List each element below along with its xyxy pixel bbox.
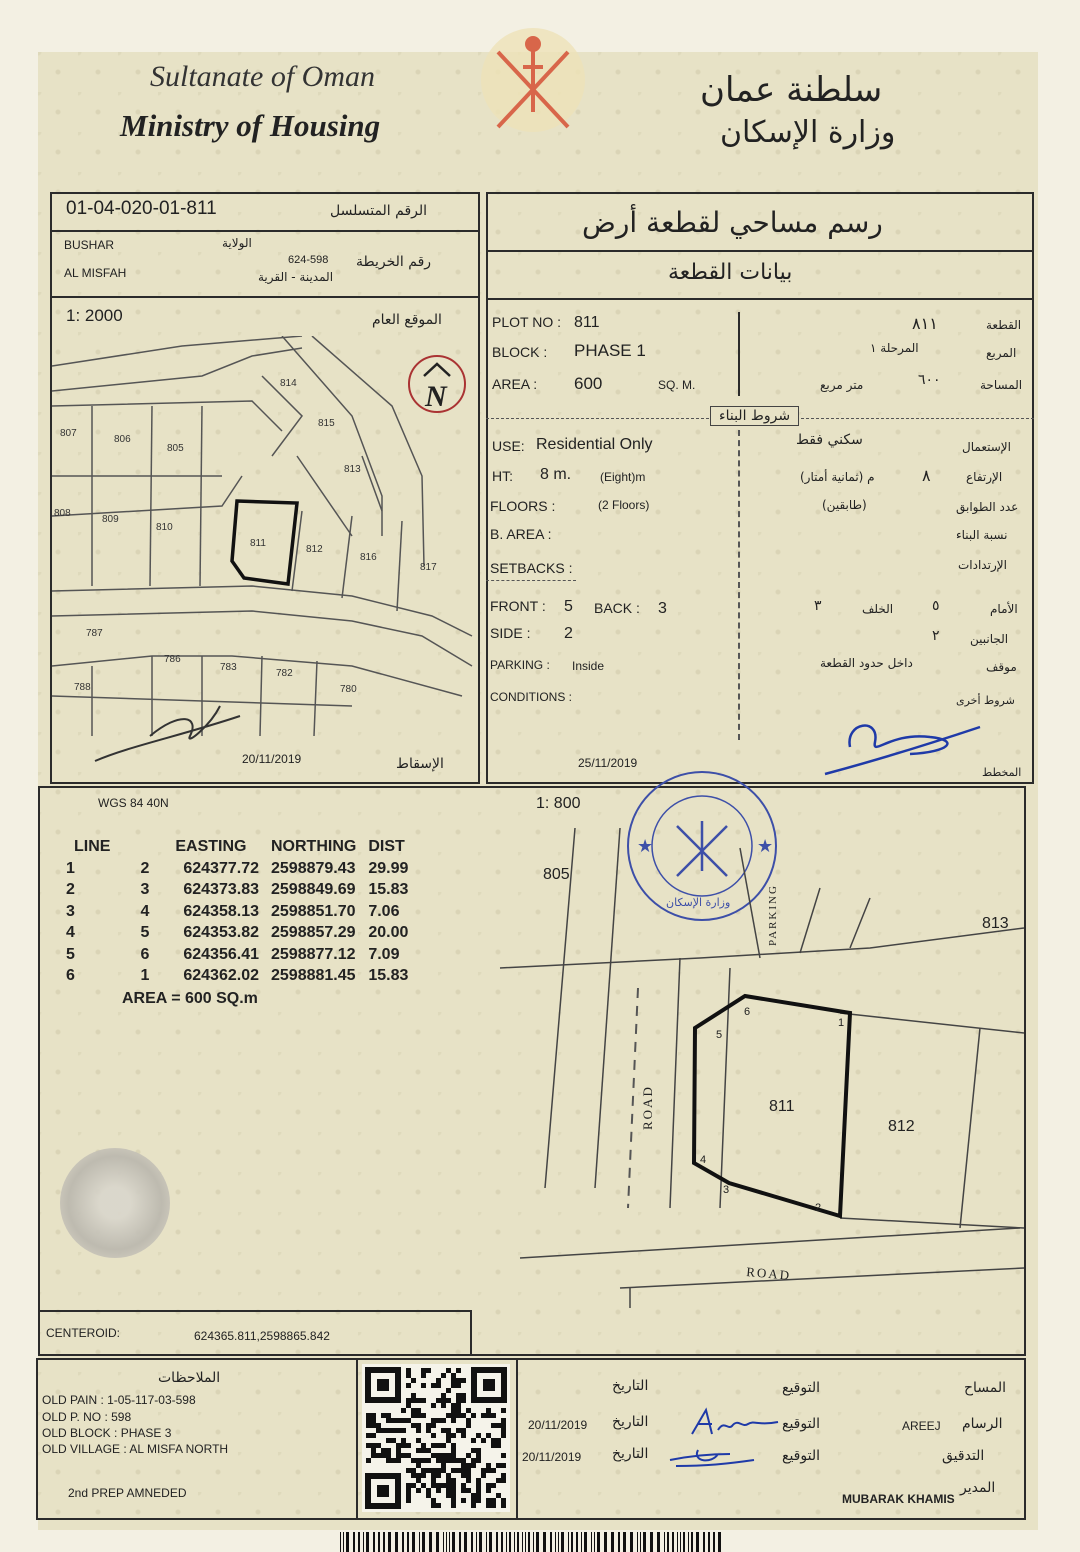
building-area-ar-label: نسبة البناء: [956, 528, 1008, 542]
cell-dist: 15.83: [368, 967, 409, 984]
cell-from: 5: [66, 945, 75, 963]
height-label: HT:: [492, 468, 513, 484]
surveyor-signature-label: التوقيع: [782, 1380, 820, 1396]
village-value: AL MISFAH: [64, 266, 127, 280]
location-plot-label: 816: [360, 552, 377, 563]
front-label: FRONT :: [490, 598, 546, 614]
height-ar: ٨: [922, 466, 931, 485]
location-plot-label: 808: [54, 508, 71, 519]
area-label: AREA :: [492, 376, 538, 392]
header-sultanate: Sultanate of Oman: [150, 60, 375, 93]
parking-value: Inside: [572, 659, 605, 673]
cell-to: 2: [140, 859, 150, 877]
krooki-label: الرقم المتسلسل: [330, 203, 428, 219]
checker-signature-icon: [668, 1440, 758, 1470]
location-plot-label: 788: [74, 682, 91, 693]
cell-dist: 20.00: [368, 924, 409, 941]
cell-to: 1: [140, 967, 150, 984]
area-summary: AREA = 600 SQ.m: [122, 990, 258, 1007]
checker-date-label: التاريخ: [612, 1446, 649, 1462]
cell-northing: 2598881.45: [271, 967, 356, 984]
location-label: الموقع العام: [372, 312, 442, 328]
block-label: BLOCK :: [492, 344, 548, 360]
building-area-label: B. AREA :: [490, 526, 552, 542]
manager-name: MUBARAK KHAMIS: [842, 1492, 955, 1506]
centroid-label: CENTEROID:: [46, 1326, 121, 1340]
plot-data-title: بيانات القطعة: [668, 260, 793, 285]
cell-from: 3: [66, 902, 75, 920]
side-ar: ٢: [932, 628, 940, 644]
cell-to: 5: [140, 924, 150, 941]
col-header-easting: EASTING: [175, 838, 247, 855]
location-plot-label: 806: [114, 434, 131, 445]
cell-from: 2: [66, 881, 75, 898]
location-plot-label: 780: [340, 684, 357, 695]
wilayat-label: الولاية: [222, 236, 252, 250]
header-ministry-ar: وزارة الإسكان: [720, 115, 896, 150]
cell-easting: 624373.83: [183, 881, 259, 898]
map-number: 624-598: [288, 254, 329, 266]
front-ar: ٥: [932, 598, 940, 614]
road-label-horizontal: ROAD: [745, 1264, 792, 1283]
floors-label: FLOORS :: [490, 498, 556, 514]
cell-easting: 624356.41: [183, 945, 259, 963]
note-line-3: OLD BLOCK : PHASE 3: [42, 1426, 172, 1440]
krooki-number: 01-04-020-01-811: [66, 198, 217, 219]
col-header-dist: DIST: [368, 838, 405, 855]
draftsman-date: 20/11/2019: [528, 1418, 588, 1432]
location-plot-label: 817: [420, 562, 437, 573]
cell-to: 4: [140, 902, 150, 920]
back-label: BACK :: [594, 600, 640, 616]
neighbor-plot-805: 805: [543, 866, 570, 883]
front-ar-label: الأمام: [990, 602, 1018, 616]
floors-ar: (طابقين): [822, 498, 867, 512]
svg-text:★: ★: [757, 836, 774, 857]
surveyor-date-label: التاريخ: [612, 1378, 649, 1394]
use-value: Residential Only: [536, 436, 653, 453]
cell-dist: 29.99: [368, 859, 409, 877]
note-line-1: OLD PAIN : 1-05-117-03-598: [42, 1393, 196, 1407]
site-plot-number: 811: [769, 1098, 795, 1115]
cell-dist: 7.09: [368, 945, 400, 963]
planner-ar-label: المخطط: [982, 766, 1022, 779]
use-ar-label: الإستعمال: [962, 440, 1011, 454]
block-value: PHASE 1: [574, 341, 646, 360]
col-header-northing: NORTHING: [271, 838, 357, 855]
height-value: 8 m.: [540, 466, 572, 483]
svg-text:★: ★: [637, 836, 654, 857]
cell-dist: 15.83: [368, 881, 409, 898]
cell-easting: 624353.82: [183, 924, 259, 941]
floors-ar-label: عدد الطوابق: [956, 500, 1019, 514]
qr-code-icon: [362, 1364, 510, 1512]
neighbor-plot-813: 813: [982, 915, 1009, 932]
plot-no-ar: ٨١١: [912, 314, 938, 333]
vertex-5: 5: [716, 1029, 723, 1041]
projection-date: 20/11/2019: [242, 752, 302, 766]
block-ar: المرحلة ١: [870, 341, 919, 355]
setbacks-label: SETBACKS :: [490, 560, 573, 576]
side-ar-label: الجانبين: [970, 632, 1009, 646]
cell-easting: 624362.02: [183, 967, 259, 984]
map-number-label: رقم الخريطة: [356, 254, 432, 270]
plot-no-value: 811: [574, 314, 600, 331]
vertex-2: 2: [815, 1202, 822, 1214]
back-value: 3: [658, 600, 667, 617]
manager-label: المدير: [960, 1480, 996, 1496]
location-map: [52, 336, 476, 746]
setbacks-ar-label: الإرتدادات: [958, 558, 1007, 572]
conditions-label: CONDITIONS :: [490, 690, 573, 704]
vertex-3: 3: [723, 1184, 730, 1196]
height-ar-unit: م (ثمانية أمتار): [800, 470, 875, 484]
area-ar: ٦٠٠: [918, 372, 941, 388]
cell-from: 1: [66, 859, 75, 877]
cell-from: 4: [66, 924, 75, 941]
vertex-6: 6: [744, 1006, 751, 1018]
draftsman-date-label: التاريخ: [612, 1414, 649, 1430]
location-plot-label: 813: [344, 464, 361, 475]
cell-northing: 2598849.69: [271, 881, 356, 898]
floors-value: (2 Floors): [598, 498, 650, 512]
location-plot-label: 809: [102, 514, 119, 525]
vertex-1: 1: [838, 1017, 845, 1029]
road-label-vertical: ROAD: [640, 1085, 655, 1130]
area-value: 600: [574, 374, 603, 393]
note-line-4: OLD VILLAGE : AL MISFA NORTH: [42, 1442, 229, 1456]
draftsman-signature-icon: [688, 1404, 784, 1440]
cell-dist: 7.06: [368, 902, 400, 920]
stamp-text: وزارة الإسكان: [666, 896, 731, 909]
area-unit-ar: متر مربع: [820, 378, 864, 392]
draftsman-label: الرسام: [962, 1416, 1003, 1432]
plot-survey-title: رسم مساحي لقطعة أرض: [582, 206, 883, 239]
location-plot-label: 814: [280, 378, 297, 389]
site-plan-drawing: [40, 788, 1024, 1308]
wilayat-value: BUSHAR: [64, 238, 115, 252]
use-ar: سكني فقط: [796, 432, 863, 448]
coordinate-system: WGS 84 40N: [98, 796, 169, 810]
north-label: N: [425, 380, 447, 413]
cell-from: 6: [66, 967, 75, 984]
area-unit: SQ. M.: [658, 378, 696, 392]
hologram-seal-icon: [60, 1148, 170, 1258]
cell-easting: 624377.72: [183, 859, 259, 877]
checker-label: التدقيق: [942, 1448, 985, 1464]
parking-ar: داخل حدود القطعة: [820, 656, 913, 670]
cell-northing: 2598877.12: [271, 945, 356, 963]
location-plot-label: 812: [306, 544, 323, 555]
header-ministry: Ministry of Housing: [120, 108, 381, 143]
village-label: المدينة - القرية: [258, 270, 334, 284]
location-scale: 1: 2000: [66, 306, 123, 325]
note-line-2: OLD P. NO : 598: [42, 1410, 132, 1424]
draftsman-signature-label: التوقيع: [782, 1416, 820, 1432]
col-header-line: LINE: [74, 838, 111, 855]
height-words: (Eight)m: [600, 470, 646, 484]
oman-emblem-icon: [478, 22, 588, 142]
location-plot-label: 815: [318, 418, 335, 429]
site-plan-scale: 1: 800: [536, 795, 581, 812]
location-plot-label: 811: [250, 538, 266, 549]
barcode-icon: [340, 1532, 730, 1552]
parking-ar-label: موقف: [986, 660, 1017, 674]
back-ar: ٣: [814, 598, 822, 614]
back-ar-label: الخلف: [862, 602, 894, 616]
parking-label: PARKING :: [490, 658, 550, 672]
checker-date: 20/11/2019: [522, 1450, 582, 1464]
parking-road-label: PARKING: [767, 884, 779, 946]
cell-to: 6: [140, 945, 150, 963]
centroid-value: 624365.811,2598865.842: [194, 1329, 330, 1343]
surveyor-label: المساح: [964, 1380, 1007, 1396]
side-label: SIDE :: [490, 625, 531, 641]
location-plot-label: 810: [156, 522, 173, 533]
area-ar-label: المساحة: [980, 378, 1023, 392]
surveyor-signature-icon: [90, 696, 250, 766]
location-plot-label: 787: [86, 628, 103, 639]
plot-data-date: 25/11/2019: [578, 756, 638, 770]
side-value: 2: [564, 625, 573, 642]
checker-signature-label: التوقيع: [782, 1448, 820, 1464]
plot-no-ar-label: القطعة: [986, 318, 1022, 332]
cell-easting: 624358.13: [183, 902, 259, 920]
cell-northing: 2598879.43: [271, 859, 356, 877]
planner-signature-icon: [820, 712, 990, 782]
prep-note: 2nd PREP AMNEDED: [68, 1486, 187, 1500]
cell-northing: 2598857.29: [271, 924, 356, 941]
location-plot-label: 783: [220, 662, 237, 673]
neighbor-plot-812: 812: [888, 1118, 915, 1135]
header-sultanate-ar: سلطنة عمان: [700, 70, 883, 110]
cell-to: 3: [140, 881, 150, 898]
use-label: USE:: [492, 438, 525, 454]
block-ar-label: المربع: [986, 346, 1017, 360]
vertex-4: 4: [700, 1154, 707, 1166]
height-ar-label: الإرتفاع: [966, 470, 1003, 484]
location-plot-label: 786: [164, 654, 181, 665]
cell-northing: 2598851.70: [271, 902, 356, 920]
draftsman-name: AREEJ: [902, 1419, 941, 1433]
plot-no-label: PLOT NO :: [492, 314, 561, 330]
building-conditions-title: شروط البناء: [710, 406, 799, 426]
notes-title: الملاحظات: [158, 1370, 221, 1386]
other-conditions-ar: شروط أخرى: [956, 694, 1015, 707]
location-plot-label: 807: [60, 428, 77, 439]
location-plot-label: 782: [276, 668, 293, 679]
projection-label: الإسقاط: [396, 756, 444, 772]
location-plot-label: 805: [167, 443, 184, 454]
front-value: 5: [564, 598, 573, 615]
